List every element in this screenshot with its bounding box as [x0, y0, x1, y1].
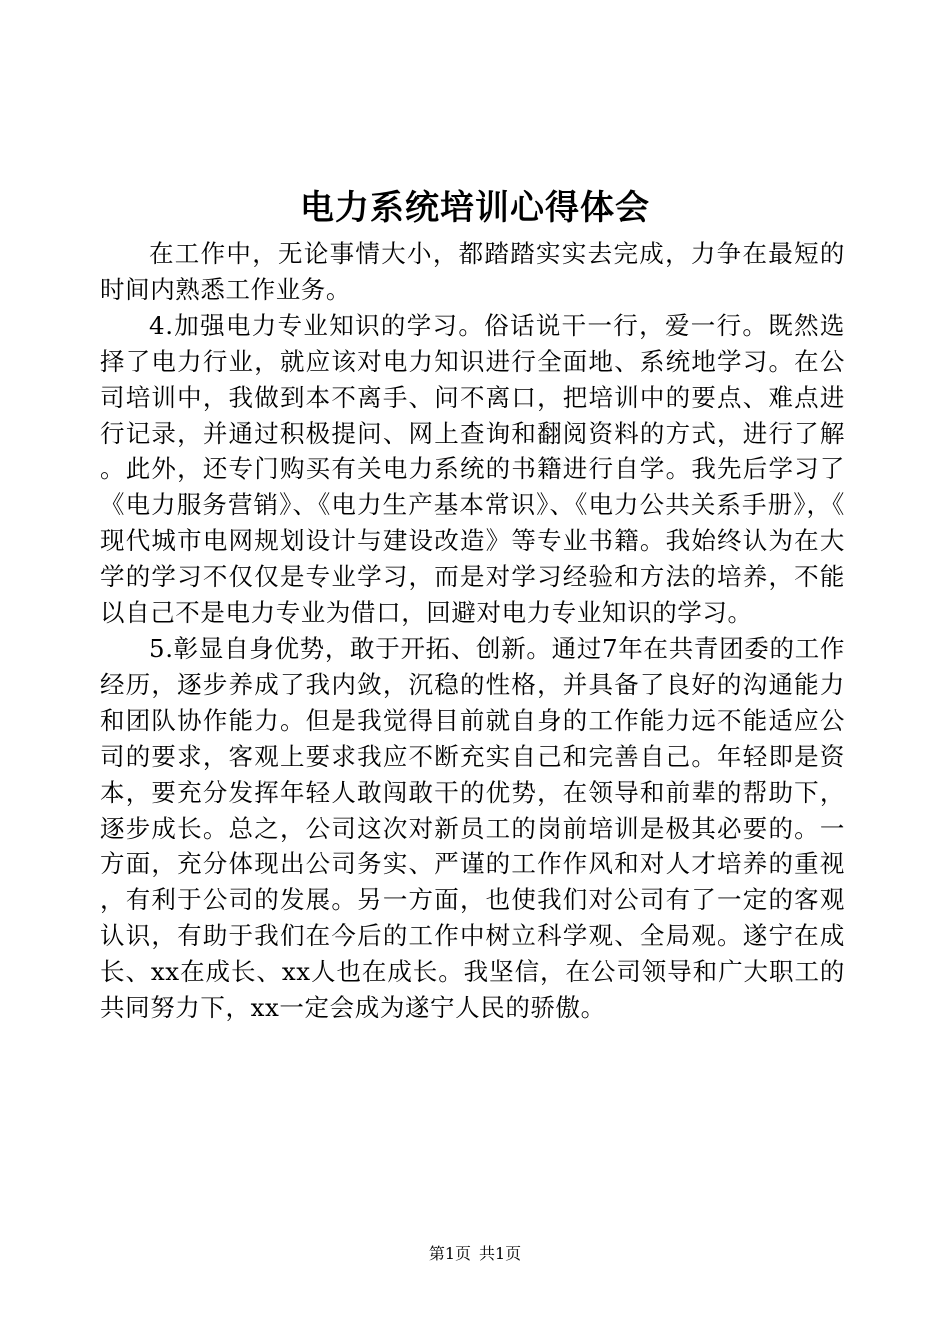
paragraph-1: 在工作中，无论事情大小，都踏踏实实去完成，力争在最短的时间内熟悉工作业务。	[100, 239, 845, 304]
document-body	[100, 236, 845, 1026]
paragraph-2: 4.加强电力专业知识的学习。俗话说干一行，爱一行。既然选择了电力行业，就应该对电力知识进行全面地、系统地学习。在公司培训中，我做到本不离手、问不离口，把培训中的要点、难点进行记录，并通过积极提问、网上查询和翻阅资料的方式，进行了解。此外，还专门购买有关电力系统的书籍进行自学。我先后学习了《电力服务营销》、《电力生产基本常识》、《电力公共关系手册》，《现代城市电网规划设计与建设改造》等专业书籍。我始终认为在大学的学习不仅仅是专业学习，而是对学习经验和方法的培养，不能以自己不是电力专业为借口，回避对电力专业知识的学习。	[100, 310, 845, 628]
page-total: 共1页	[479, 1244, 522, 1263]
paragraph-3: 5.彰显自身优势，敢于开拓、创新。通过7年在共青团委的工作经历，逐步养成了我内敛，沉稳的性格，并具备了良好的沟通能力和团队协作能力。但是我觉得目前就自身的工作能力远不能适应公司的要求，客观上要求我应不断充实自己和完善自己。年轻即是资本，要充分发挥年轻人敢闯敢干的优势，在领导和前辈的帮助下，逐步成长。总之，公司这次对新员工的岗前培训是极其必要的。一方面，充分体现出公司务实、严谨的工作作风和对人才培养的重视，有利于公司的发展。另一方面，也使我们对公司有了一定的客观认识，有助于我们在今后的工作中树立科学观、全局观。遂宁在成长、xx在成长、xx人也在成长。我坚信，在公司领导和广大职工的共同努力下，xx一定会成为遂宁人民的骄傲。	[100, 633, 845, 1023]
page-footer	[0, 1243, 950, 1265]
document-title: 电力系统培训心得体会	[300, 188, 650, 228]
page-number: 第1页	[428, 1244, 471, 1263]
